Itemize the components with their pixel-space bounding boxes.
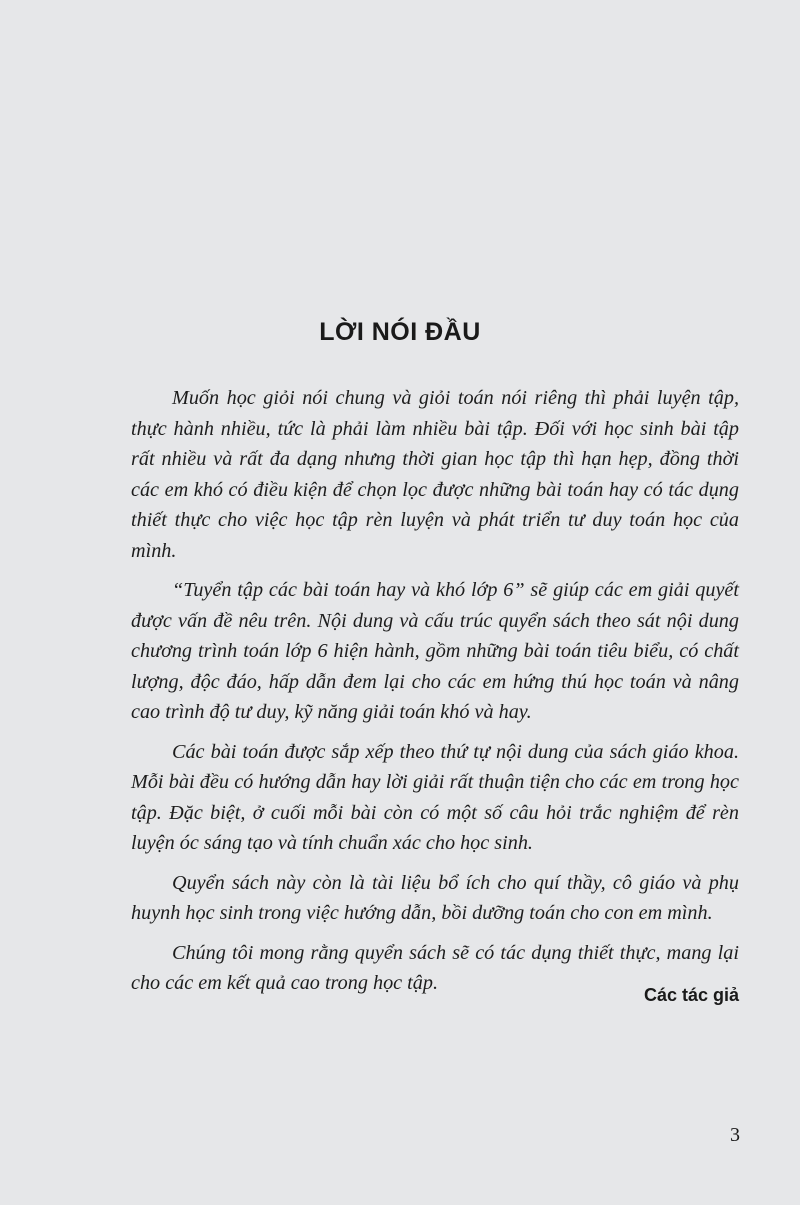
paragraph-1: Muốn học giỏi nói chung và giỏi toán nói riêng thì phải luyện tập, thực hành nhiều, tức là phải làm nhiều bài tập. Đối với học sinh bài tập rất nhiều và rất đa dạng nhưng thời gian học tập thì hạn hẹp, đồng thời các em khó có điều kiện để chọn lọc được những bài toán hay có tác dụng thiết thực cho việc học tập rèn luyện và phát triển tư duy toán học của mình.: [131, 387, 739, 562]
preface-body: [131, 383, 739, 1008]
page-number: 3: [730, 1124, 740, 1146]
page-title: LỜI NÓI ĐẦU: [319, 318, 481, 346]
paragraph-3: Các bài toán được sắp xếp theo thứ tự nội dung của sách giáo khoa. Mỗi bài đều có hướng dẫn hay lời giải rất thuận tiện cho các em trong học tập. Đặc biệt, ở cuối mỗi bài còn có một số câu hỏi trắc nghiệm để rèn luyện óc sáng tạo và tính chuẩn xác cho học sinh.: [131, 740, 739, 854]
paragraph-2: “Tuyển tập các bài toán hay và khó lớp 6” sẽ giúp các em giải quyết được vấn đề nêu trên. Nội dung và cấu trúc quyển sách theo sát nội dung chương trình toán lớp 6 hiện hành, gồm những bài toán tiêu biểu, có chất lượng, độc đáo, hấp dẫn đem lại cho các em hứng thú học toán và nâng cao trình độ tư duy, kỹ năng giải toán khó và hay.: [131, 579, 739, 723]
signature: Các tác giả: [643, 985, 739, 1005]
paragraph-5: Chúng tôi mong rằng quyển sách sẽ có tác dụng thiết thực, mang lại cho các em kết quả cao trong học tập.: [131, 941, 739, 994]
paragraph-4: Quyển sách này còn là tài liệu bổ ích cho quí thầy, cô giáo và phụ huynh học sinh trong việc hướng dẫn, bồi dưỡng toán cho con em mình.: [131, 871, 739, 924]
